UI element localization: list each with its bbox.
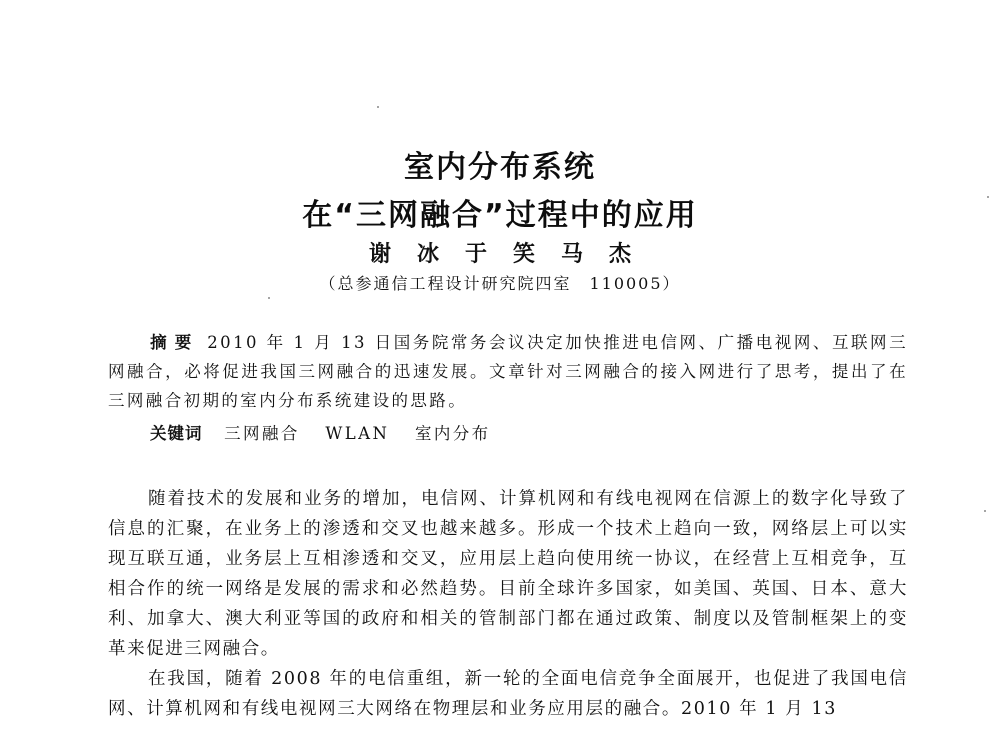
abstract	[108, 328, 908, 415]
scan-speck	[987, 196, 989, 198]
keywords	[150, 420, 509, 444]
abstract-text: 2010 年 1 月 13 日国务院常务会议决定加快推进电信网、广播电视网、互联网三网融合，必将促进我国三网融合的迅速发展。文章针对三网融合的接入网进行了思考，提出了在三网融合初期的室内分布系统建设的思路。	[108, 333, 909, 410]
paper-title-line-1: 室内分布系统	[404, 150, 596, 185]
scan-speck	[984, 510, 986, 512]
body-paragraph: 在我国，随着 2008 年的电信重组，新一轮的全面电信竞争全面展开，也促进了我国电信网、计算机网和有线电视网三大网络在物理层和业务应用层的融合。2010 年 1 月 13	[108, 669, 908, 719]
scan-speck	[268, 297, 270, 299]
body-paragraph: 随着技术的发展和业务的增加，电信网、计算机网和有线电视网在信源上的数字化导致了信息的汇聚，在业务上的渗透和交叉也越来越多。形成一个技术上趋向一致，网络层上可以实现互联互通，业务层上互相渗透和交叉，应用层上趋向使用统一协议，在经营上互相竞争，互相合作的统一网络是发展的需求和必然趋势。目前全球许多国家，如美国、英国、日本、意大利、加拿大、澳大利亚等国的政府和相关的管制部门都在通过政策、制度以及管制框架上的变革来促进三网融合。	[108, 489, 908, 659]
keywords-label: 关键词	[150, 424, 203, 443]
author-affiliation: （总参通信工程设计研究院四室 110005）	[319, 274, 681, 293]
abstract-label: 摘要	[150, 333, 200, 352]
scan-speck	[377, 106, 379, 108]
author-list: 谢冰于笑马杰	[368, 242, 657, 267]
keyword-item: WLAN	[325, 424, 390, 443]
paper-title-line-2: 在“三网融合”过程中的应用	[302, 198, 698, 233]
keyword-item: 三网融合	[224, 424, 300, 443]
keyword-item: 室内分布	[414, 424, 491, 443]
